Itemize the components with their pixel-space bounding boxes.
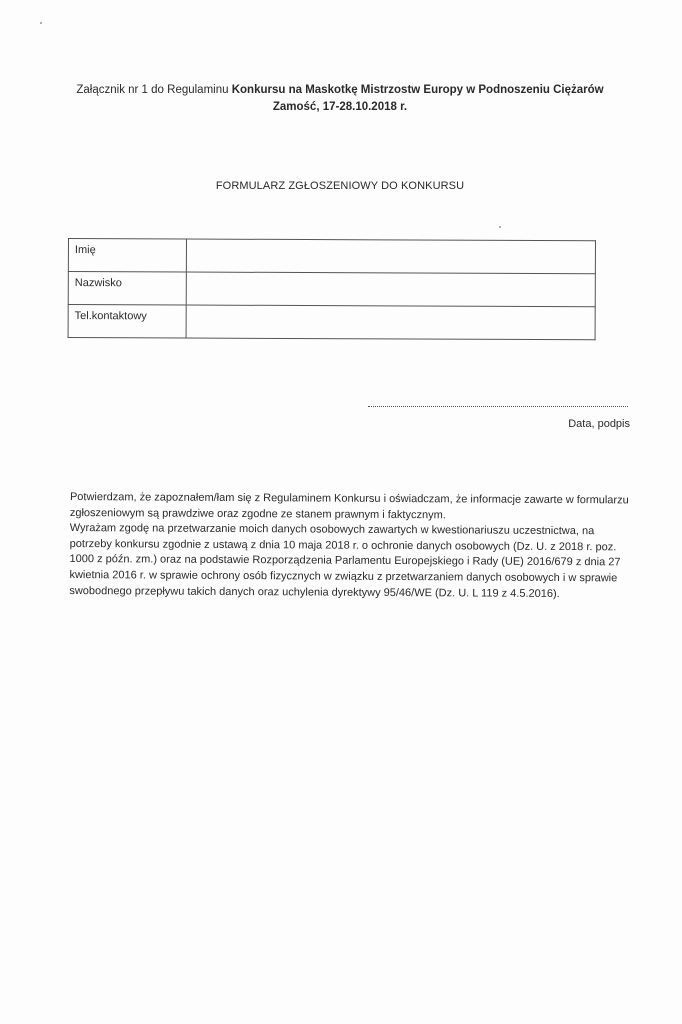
table-row <box>68 305 595 340</box>
contest-name: Konkursu na Maskotkę Mistrzostw Europy w Podnoszeniu Ciężarów <box>231 84 604 96</box>
last-name-field[interactable] <box>187 272 596 307</box>
consent-paragraph-2: Wyrażam zgodę na przetwarzanie moich danych osobowych zawartych w kwestionariuszu uczestnictwa, na potrzeby konkursu zgodnie z ustawą z dnia 10 maja 2018 r. o ochronie danych osobowych (Dz. U. z 2018 r. poz. 1000 z późn. zm.) oraz na podstawie Rozporządzenia Parlamentu Europejskiego i Rady (UE) 2016/679 z dnia 27 kwietnia 2016 r. w sprawie ochrony osób fizycznych w związku z przetwarzaniem danych osobowych i w sprawie swobodnego przepływu takich danych oraz uchylenia dyrektywy 95/46/WE (Dz. U. L 119 z 4.5.2016). <box>69 522 621 600</box>
first-name-label: Imię <box>68 239 187 273</box>
signature-line[interactable] <box>368 400 628 407</box>
last-name-label: Nazwisko <box>68 272 187 306</box>
consent-paragraph-1: Potwierdzam, że zapoznałem/łam się z Regulaminem Konkursu i oświadczam, że informacje zawarte w formularzu zgłoszeniowym są prawdziwe oraz zgodne ze stanem prawnym i faktycznym. <box>69 490 629 521</box>
phone-field[interactable] <box>186 305 595 340</box>
registration-form-table <box>68 238 596 340</box>
table-row <box>68 239 595 274</box>
scan-speck <box>499 226 501 228</box>
scan-speck <box>40 22 42 24</box>
consent-text <box>69 490 630 603</box>
form-title: FORMULARZ ZGŁOSZENIOWY DO KONKURSU <box>215 180 465 192</box>
first-name-field[interactable] <box>187 239 596 274</box>
header-line-1 <box>60 82 620 99</box>
document-header <box>60 82 620 116</box>
signature-label: Data, podpis <box>568 418 630 430</box>
table-row <box>68 272 595 307</box>
header-prefix: Załącznik nr 1 do Regulaminu <box>76 84 232 96</box>
phone-label: Tel.kontaktowy <box>68 305 187 339</box>
place-date: Zamość, 17-28.10.2018 r. <box>272 101 408 113</box>
